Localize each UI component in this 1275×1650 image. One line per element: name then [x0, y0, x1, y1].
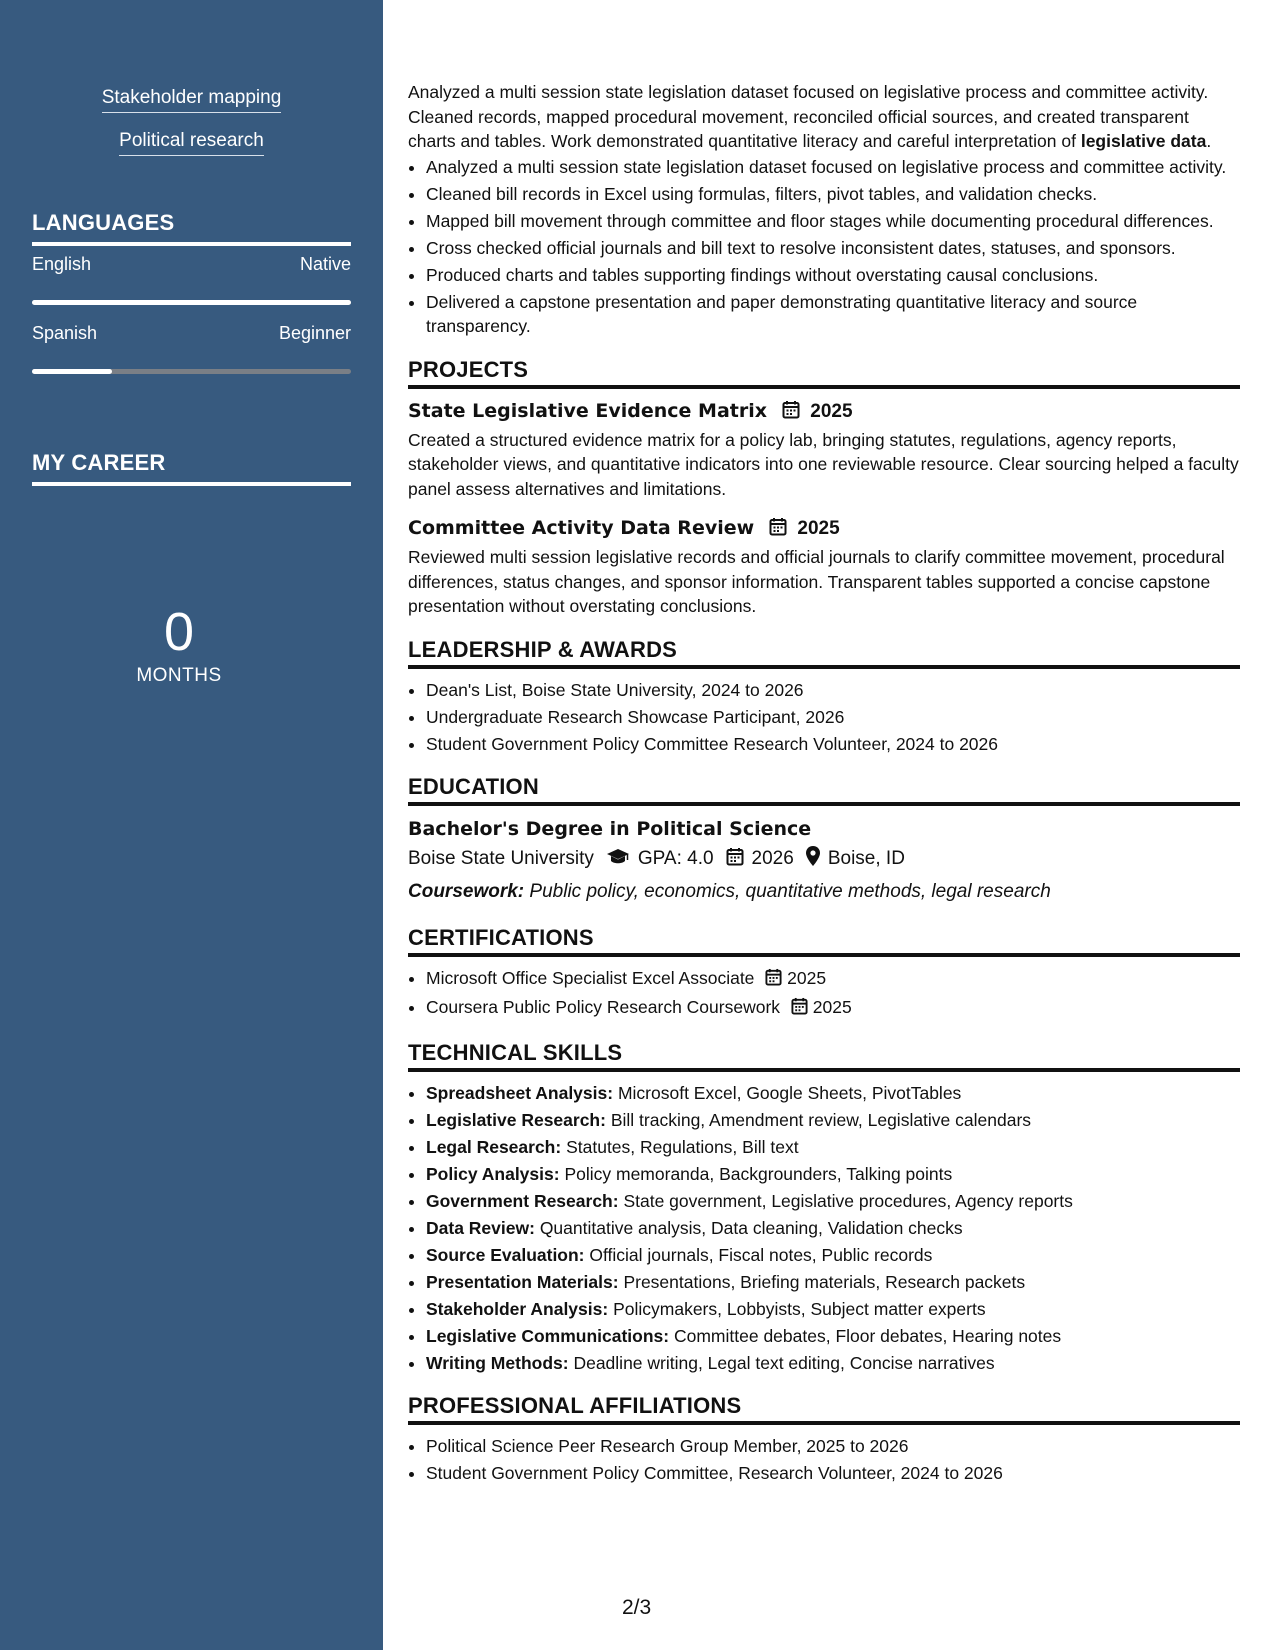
skill-label: Legal Research: [426, 1136, 562, 1157]
list-item: • Student Government Policy Committee Research Volunteer, 2024 to 2026 [426, 732, 1240, 757]
skill-list [0, 87, 383, 173]
gpa: GPA: 4.0 [637, 848, 714, 869]
skill-value: Bill tracking, Amendment review, Legislative calendars [610, 1109, 1032, 1130]
skill-label: Data Review: [426, 1217, 535, 1238]
list-item [426, 1243, 1240, 1268]
location: Boise, ID [827, 848, 905, 869]
coursework-value: Public policy, economics, quantitative methods, legal research [529, 881, 1051, 902]
summary-end: . [1206, 131, 1212, 151]
list-item: • Cross checked official journals and bill text to resolve inconsistent dates, statuses, and sponsors. [426, 236, 1240, 261]
skill-label: Source Evaluation: [426, 1244, 585, 1265]
certifications-heading: CERTIFICATIONS [408, 924, 1240, 957]
skill-tag: Political research [119, 130, 264, 156]
list-item [426, 1324, 1240, 1349]
language-bar [32, 300, 351, 305]
skill-value: State government, Legislative procedures, Agency reports [623, 1190, 1073, 1211]
career-value: 0 [163, 602, 195, 662]
language-row [32, 323, 351, 344]
project-title [408, 515, 1240, 543]
list-item [426, 1162, 1240, 1187]
language-bar-fill [32, 369, 112, 374]
affiliations-heading: PROFESSIONAL AFFILIATIONS [408, 1392, 1240, 1425]
list-item [426, 1108, 1240, 1133]
certification-name: Coursera Public Policy Research Coursework [426, 997, 781, 1017]
sidebar [0, 0, 383, 1650]
summary-bullets [408, 155, 1240, 339]
list-item [426, 1297, 1240, 1322]
certification-name: Microsoft Office Specialist Excel Associate [426, 968, 755, 988]
list-item [426, 1189, 1240, 1214]
list-item: • Undergraduate Research Showcase Participant, 2026 [426, 705, 1240, 730]
project-description: Created a structured evidence matrix for a policy lab, bringing statutes, regulations, agency reports, stakeholder views, and quantitative indicators into one reviewable resource. Clear sourcing helped a faculty panel assess alternatives and limitations. [408, 429, 1239, 499]
projects-heading: PROJECTS [408, 356, 1240, 389]
skill-label: Government Research: [426, 1190, 619, 1211]
career-unit: MONTHS [136, 665, 222, 686]
summary-bold: legislative data [1080, 131, 1207, 151]
summary-text: Analyzed a multi session state legislation dataset focused on legislative process and committee activity. Cleaned records, mapped procedural movement, reconciled official sources, and created transparent charts and tables. Work demonstrated quantitative literacy and careful interpretation of [408, 82, 1209, 151]
graduation-year: 2026 [751, 848, 794, 869]
skill-tag: Stakeholder mapping [102, 87, 282, 113]
education-meta [408, 843, 1240, 876]
language-bar [32, 369, 351, 374]
location-pin-icon [806, 845, 820, 876]
skill-value: Presentations, Briefing materials, Research packets [623, 1271, 1026, 1292]
skill-label: Presentation Materials: [426, 1271, 619, 1292]
language-name: English [32, 254, 92, 274]
education-heading: EDUCATION [408, 773, 1240, 806]
list-item [426, 1216, 1240, 1241]
skill-label: Writing Methods: [426, 1352, 569, 1373]
list-item: • Produced charts and tables supporting findings without overstating causal conclusions. [426, 263, 1240, 288]
language-level: Native [299, 254, 351, 274]
skill-value: Statutes, Regulations, Bill text [566, 1136, 799, 1157]
graduation-cap-icon [606, 845, 630, 876]
list-item: • Mapped bill movement through committee and floor stages while documenting procedural differences. [426, 209, 1240, 234]
certifications-list [408, 966, 1240, 1022]
skill-label: Legislative Research: [426, 1109, 606, 1130]
project-year: 2025 [810, 400, 853, 422]
project-description: Reviewed multi session legislative records and official journals to clarify committee movement, procedural differences, status changes, and sponsor information. Transparent tables supported a concise capstone presentation without overstating conclusions. [408, 547, 1225, 616]
skill-label: Legislative Communications: [426, 1325, 670, 1346]
leadership-heading: LEADERSHIP & AWARDS [408, 636, 1240, 669]
calendar-icon [782, 400, 800, 426]
list-item [426, 966, 1240, 993]
coursework-label: Coursework: [408, 881, 525, 902]
certification-year: 2025 [812, 997, 852, 1017]
skill-label: Stakeholder Analysis: [426, 1298, 609, 1319]
main-content [408, 80, 1240, 1488]
list-item: • Analyzed a multi session state legislation dataset focused on legislative process and committee activity. [426, 155, 1240, 180]
list-item [426, 1270, 1240, 1295]
summary [408, 80, 1240, 154]
list-item: • Dean's List, Boise State University, 2024 to 2026 [426, 678, 1240, 703]
affiliations-list [408, 1434, 1240, 1486]
school-name: Boise State University [408, 848, 594, 869]
skill-value: Committee debates, Floor debates, Hearing notes [673, 1325, 1062, 1346]
project-name: Committee Activity Data Review [408, 517, 755, 539]
language-level: Beginner [278, 323, 351, 343]
calendar-icon [791, 997, 808, 1022]
list-item [426, 1351, 1240, 1376]
list-item: • Cleaned bill records in Excel using formulas, filters, pivot tables, and validation checks. [426, 182, 1240, 207]
list-item: • Delivered a capstone presentation and paper demonstrating quantitative literacy and source transparency. [426, 290, 1240, 339]
skill-value: Deadline writing, Legal text editing, Concise narratives [573, 1352, 995, 1373]
project-name: State Legislative Evidence Matrix [408, 399, 768, 422]
calendar-icon [726, 845, 744, 876]
technical-skills-heading: TECHNICAL SKILLS [408, 1039, 1240, 1072]
list-item [426, 995, 1240, 1022]
technical-skills-list [408, 1081, 1240, 1376]
skill-value: Policymakers, Lobbyists, Subject matter experts [613, 1298, 986, 1319]
language-row [32, 254, 351, 275]
languages-heading: LANGUAGES [32, 210, 351, 246]
leadership-list [408, 678, 1240, 757]
list-item: • Political Science Peer Research Group Member, 2025 to 2026 [426, 1434, 1240, 1459]
calendar-icon [769, 517, 787, 543]
skill-value: Quantitative analysis, Data cleaning, Validation checks [539, 1217, 963, 1238]
page-number: 2/3 [622, 1596, 652, 1619]
calendar-icon [765, 968, 782, 993]
project-title [408, 398, 1240, 426]
skill-value: Microsoft Excel, Google Sheets, PivotTables [617, 1082, 962, 1103]
language-bar-fill [32, 300, 351, 305]
project-year: 2025 [797, 518, 840, 539]
certification-year: 2025 [787, 968, 827, 988]
language-name: Spanish [32, 323, 98, 343]
list-item [426, 1081, 1240, 1106]
list-item: • Student Government Policy Committee, Research Volunteer, 2024 to 2026 [426, 1461, 1240, 1486]
degree-title: Bachelor's Degree in Political Science [408, 818, 812, 840]
career-heading: MY CAREER [32, 450, 351, 486]
coursework [408, 876, 1240, 907]
list-item [426, 1135, 1240, 1160]
skill-label: Spreadsheet Analysis: [426, 1082, 614, 1103]
skill-value: Official journals, Fiscal notes, Public records [589, 1244, 933, 1265]
skill-value: Policy memoranda, Backgrounders, Talking points [564, 1163, 953, 1184]
skill-label: Policy Analysis: [426, 1163, 560, 1184]
